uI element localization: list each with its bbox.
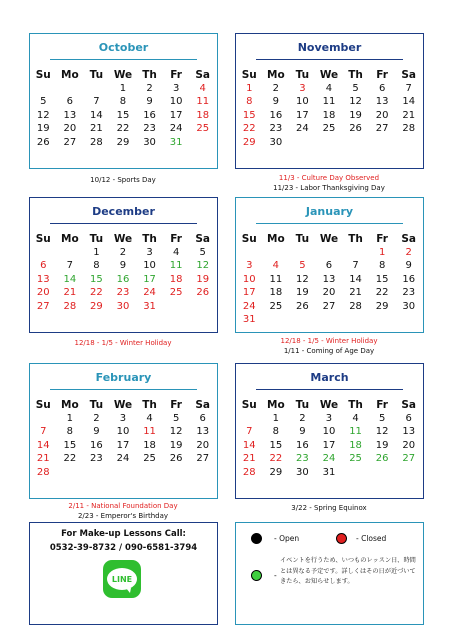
calendar-december: [29, 197, 218, 333]
legend-closed-label: - Closed: [356, 534, 387, 543]
day-cell: 16: [143, 109, 156, 121]
day-cell: 4: [172, 246, 180, 258]
day-cell: 18: [349, 439, 362, 451]
line-logo-text: LINE: [107, 568, 137, 590]
weekday-header: Sa: [195, 399, 211, 411]
day-cell: 15: [63, 439, 77, 451]
legend-open-label: - Open: [274, 534, 300, 543]
weekday-header: Mo: [267, 69, 285, 81]
day-cell: 16: [269, 109, 283, 121]
note-line: 10/12 - Sports Day: [90, 176, 156, 184]
note-line: 1/11 - Coming of Age Day: [283, 347, 375, 355]
day-cell: 27: [322, 300, 336, 312]
day-cell: 20: [375, 109, 389, 121]
day-grid: [236, 398, 422, 479]
day-cell: 3: [172, 82, 180, 94]
note-line: 3/22 - Spring Equinox: [291, 504, 367, 512]
day-cell: 21: [242, 453, 256, 464]
day-cell: 17: [322, 439, 336, 451]
day-cell: 12: [375, 426, 389, 437]
day-cell: 28: [242, 466, 256, 478]
month-title: October: [98, 41, 149, 54]
title-rule: [50, 223, 197, 224]
day-cell: 26: [196, 287, 210, 298]
day-cell: 5: [172, 412, 180, 424]
day-cell: 24: [116, 453, 130, 464]
day-cell: 6: [40, 260, 47, 271]
weekday-header: Sa: [195, 69, 211, 81]
weekday-header: Th: [142, 399, 157, 411]
month-title: March: [310, 371, 349, 384]
makeup-lessons-box: [29, 522, 218, 625]
day-cell: 2: [146, 82, 153, 94]
day-cell: 1: [272, 412, 280, 424]
day-cell: 28: [90, 136, 103, 148]
weekday-header: Mo: [61, 399, 79, 411]
weekday-header: Tu: [295, 233, 310, 245]
event-dot-icon: [251, 570, 262, 581]
day-cell: 30: [143, 136, 156, 148]
day-cell: 25: [269, 300, 283, 312]
day-cell: 21: [90, 123, 103, 134]
empty-cell: [316, 246, 343, 260]
weekday-header: Th: [348, 233, 363, 245]
day-cell: 15: [242, 109, 256, 121]
day-grid: [236, 68, 422, 149]
day-cell: 1: [246, 82, 253, 94]
weekday-header: Fr: [376, 69, 388, 81]
day-cell: 28: [402, 123, 416, 134]
day-cell: 10: [322, 426, 336, 437]
day-cell: 15: [375, 273, 389, 285]
empty-cell: [236, 412, 263, 426]
day-cell: 9: [119, 260, 127, 271]
weekday-header: Fr: [170, 233, 182, 245]
day-cell: 6: [325, 260, 333, 271]
day-cell: 18: [322, 109, 336, 121]
day-cell: 29: [375, 300, 389, 312]
day-cell: 26: [375, 453, 389, 464]
weekday-header: Fr: [376, 399, 388, 411]
day-cell: 23: [296, 453, 309, 464]
day-cell: 14: [63, 273, 77, 285]
weekday-header: Mo: [267, 233, 285, 245]
day-cell: 22: [269, 453, 283, 464]
day-cell: 19: [375, 439, 389, 451]
title-rule: [50, 59, 197, 60]
weekday-header: Th: [348, 399, 363, 411]
calendar-february: [29, 363, 218, 499]
day-cell: 26: [349, 123, 362, 134]
day-cell: 10: [242, 273, 256, 285]
empty-cell: [236, 246, 263, 260]
day-cell: 4: [352, 412, 359, 424]
day-cell: 16: [296, 439, 309, 451]
calendar-november: [235, 33, 424, 169]
weekday-header: Sa: [401, 399, 417, 411]
day-cell: 11: [143, 426, 156, 437]
weekday-header: We: [113, 69, 133, 81]
note-line: 12/18 - 1/5 - Winter Holiday: [74, 339, 172, 347]
weekday-header: Mo: [61, 69, 79, 81]
weekday-header: We: [113, 399, 133, 411]
day-cell: 24: [169, 123, 183, 134]
day-cell: 28: [63, 300, 77, 312]
day-cell: 2: [93, 412, 100, 424]
lessons-phones: 0532-39-8732 / 090-6581-3794: [49, 543, 198, 553]
weekday-header: Su: [35, 399, 51, 411]
day-cell: 16: [116, 273, 130, 285]
empty-cell: [30, 412, 57, 426]
weekday-header: Sa: [401, 69, 417, 81]
day-cell: 17: [296, 109, 309, 121]
weekday-header: Su: [35, 69, 51, 81]
weekday-header: Th: [142, 233, 157, 245]
day-cell: 22: [242, 123, 256, 134]
day-cell: 10: [169, 96, 183, 107]
weekday-header: Mo: [267, 399, 285, 411]
empty-cell: [30, 82, 57, 96]
day-cell: 23: [90, 453, 103, 464]
legend-box: [235, 522, 424, 625]
day-cell: 19: [349, 109, 362, 121]
day-grid: [236, 232, 422, 327]
day-cell: 7: [246, 426, 253, 437]
day-cell: 19: [296, 287, 309, 298]
day-cell: 7: [66, 260, 74, 271]
day-cell: 29: [242, 136, 256, 148]
day-cell: 6: [66, 96, 74, 107]
day-cell: 11: [169, 260, 183, 271]
empty-cell: [263, 246, 290, 260]
day-cell: 20: [322, 287, 336, 298]
day-cell: 9: [146, 96, 153, 107]
day-cell: 13: [402, 426, 416, 437]
weekday-header: Fr: [170, 69, 182, 81]
weekday-header: We: [319, 399, 339, 411]
day-cell: 23: [402, 287, 416, 298]
day-cell: 12: [36, 109, 50, 121]
day-cell: 20: [63, 123, 77, 134]
empty-cell: [57, 246, 84, 260]
day-cell: 27: [196, 453, 210, 464]
day-cell: 6: [199, 412, 206, 424]
day-cell: 29: [116, 136, 130, 148]
day-cell: 11: [196, 96, 210, 107]
day-cell: 31: [322, 466, 336, 478]
day-cell: 26: [296, 300, 309, 312]
day-cell: 12: [296, 273, 309, 285]
day-cell: 6: [405, 412, 412, 424]
weekday-header: Tu: [89, 69, 104, 81]
day-cell: 16: [90, 439, 103, 451]
day-cell: 17: [169, 109, 183, 121]
day-cell: 15: [116, 109, 130, 121]
day-cell: 24: [296, 123, 309, 134]
day-cell: 19: [36, 123, 50, 134]
weekday-header: Tu: [89, 233, 104, 245]
day-cell: 30: [269, 136, 283, 148]
day-cell: 25: [143, 453, 156, 464]
day-cell: 15: [90, 273, 103, 285]
legend-event-dash: -: [274, 571, 277, 580]
day-cell: 13: [322, 273, 336, 285]
day-cell: 8: [246, 96, 253, 107]
day-cell: 13: [375, 96, 389, 107]
day-cell: 9: [93, 426, 100, 437]
day-cell: 12: [196, 260, 210, 271]
day-cell: 9: [299, 426, 306, 437]
day-cell: 29: [90, 300, 103, 312]
title-rule: [256, 59, 403, 60]
day-cell: 24: [322, 453, 336, 464]
day-cell: 1: [378, 246, 386, 258]
weekday-header: Th: [348, 69, 363, 81]
day-cell: 27: [36, 300, 50, 312]
empty-cell: [289, 246, 316, 260]
day-cell: 8: [119, 96, 127, 107]
day-cell: 30: [116, 300, 130, 312]
day-cell: 30: [402, 300, 416, 312]
day-cell: 14: [242, 439, 256, 451]
weekday-header: Mo: [61, 233, 79, 245]
day-cell: 14: [402, 96, 416, 107]
day-cell: 18: [169, 273, 183, 285]
day-cell: 25: [322, 123, 336, 134]
day-cell: 22: [90, 287, 103, 298]
day-cell: 2: [299, 412, 306, 424]
day-cell: 17: [143, 273, 156, 285]
weekday-header: Tu: [295, 399, 310, 411]
weekday-header: Su: [241, 69, 257, 81]
day-cell: 8: [66, 426, 74, 437]
month-title: December: [92, 205, 155, 218]
day-cell: 28: [36, 466, 50, 478]
day-cell: 31: [242, 314, 256, 325]
open-dot-icon: [251, 533, 262, 544]
day-cell: 19: [169, 439, 183, 451]
empty-cell: [83, 82, 110, 96]
day-cell: 25: [349, 453, 362, 464]
day-cell: 13: [196, 426, 210, 437]
weekday-header: We: [113, 233, 133, 245]
day-cell: 5: [199, 246, 206, 258]
day-cell: 5: [352, 82, 359, 94]
weekday-header: We: [319, 233, 339, 245]
weekday-header: Sa: [195, 233, 211, 245]
day-cell: 3: [119, 412, 127, 424]
day-cell: 25: [196, 123, 210, 134]
day-cell: 13: [36, 273, 50, 285]
day-cell: 27: [402, 453, 416, 464]
day-cell: 3: [325, 412, 333, 424]
day-cell: 9: [272, 96, 280, 107]
day-cell: 19: [196, 273, 210, 285]
day-cell: 1: [119, 82, 127, 94]
day-cell: 16: [402, 273, 416, 285]
calendar-january: [235, 197, 424, 333]
day-cell: 10: [296, 96, 309, 107]
day-cell: 31: [143, 300, 156, 312]
title-rule: [50, 389, 197, 390]
day-grid: [30, 232, 216, 313]
weekday-header: We: [319, 69, 339, 81]
day-cell: 7: [40, 426, 47, 437]
day-cell: 7: [93, 96, 100, 107]
day-cell: 15: [269, 439, 283, 451]
calendar-march: [235, 363, 424, 499]
calendar-october: [29, 33, 218, 169]
day-cell: 20: [36, 287, 50, 298]
day-grid: [30, 68, 216, 149]
day-cell: 28: [349, 300, 362, 312]
day-cell: 20: [402, 439, 416, 451]
note-line: 2/11 - National Foundation Day: [68, 502, 178, 510]
day-cell: 8: [93, 260, 100, 271]
day-cell: 21: [63, 287, 77, 298]
day-cell: 1: [66, 412, 74, 424]
day-cell: 21: [36, 453, 50, 464]
day-cell: 21: [349, 287, 362, 298]
day-cell: 18: [196, 109, 210, 121]
day-cell: 18: [269, 287, 283, 298]
day-cell: 3: [246, 260, 253, 271]
weekday-header: Tu: [89, 399, 104, 411]
day-cell: 27: [63, 136, 77, 148]
day-cell: 11: [322, 96, 336, 107]
day-cell: 4: [272, 260, 280, 271]
day-cell: 12: [169, 426, 183, 437]
day-cell: 5: [299, 260, 306, 271]
note-line: 11/23 - Labor Thanksgiving Day: [273, 184, 385, 192]
day-cell: 14: [90, 109, 103, 121]
month-title: January: [305, 205, 354, 218]
line-app-icon[interactable]: [103, 560, 141, 598]
day-cell: 3: [299, 82, 306, 94]
day-cell: 8: [378, 260, 386, 271]
day-cell: 8: [272, 426, 280, 437]
day-cell: 5: [40, 96, 47, 107]
day-cell: 4: [146, 412, 153, 424]
day-cell: 17: [242, 287, 256, 298]
day-cell: 5: [378, 412, 386, 424]
legend-event-text: イベントを行うため、いつものレッスン日、時間とは異なる予定です。詳しくはその日が近づいてきたら、お知らせします。: [280, 557, 416, 585]
day-cell: 4: [199, 82, 206, 94]
day-grid: [30, 398, 216, 479]
day-cell: 30: [296, 466, 309, 478]
day-cell: 26: [36, 136, 50, 148]
day-cell: 4: [325, 82, 333, 94]
title-rule: [256, 389, 403, 390]
weekday-header: Su: [241, 233, 257, 245]
day-cell: 1: [93, 246, 100, 258]
month-title: November: [297, 41, 362, 54]
day-cell: 24: [242, 300, 256, 312]
day-cell: 22: [63, 453, 77, 464]
empty-cell: [30, 246, 57, 260]
day-cell: 9: [405, 260, 412, 271]
weekday-header: Th: [142, 69, 157, 81]
month-title: February: [95, 371, 152, 384]
day-cell: 17: [116, 439, 130, 451]
empty-cell: [57, 82, 84, 96]
day-cell: 27: [375, 123, 389, 134]
day-cell: 3: [146, 246, 153, 258]
weekday-header: Fr: [170, 399, 182, 411]
day-cell: 22: [375, 287, 389, 298]
day-cell: 2: [272, 82, 280, 94]
day-cell: 26: [169, 453, 183, 464]
day-cell: 13: [63, 109, 77, 121]
day-cell: 24: [143, 287, 156, 298]
weekday-header: Su: [241, 399, 257, 411]
day-cell: 6: [378, 82, 386, 94]
day-cell: 25: [169, 287, 183, 298]
day-cell: 12: [349, 96, 362, 107]
note-line: 2/23 - Emperor's Birthday: [77, 512, 169, 520]
day-cell: 20: [196, 439, 210, 451]
lessons-title: For Make-up Lessons Call:: [61, 529, 186, 539]
day-cell: 2: [119, 246, 127, 258]
day-cell: 10: [143, 260, 156, 271]
day-cell: 11: [349, 426, 362, 437]
day-cell: 11: [269, 273, 283, 285]
day-cell: 23: [143, 123, 156, 134]
weekday-header: Fr: [376, 233, 388, 245]
day-cell: 23: [116, 287, 130, 298]
day-cell: 29: [269, 466, 283, 478]
day-cell: 18: [143, 439, 156, 451]
day-cell: 22: [116, 123, 130, 134]
day-cell: 14: [349, 273, 362, 285]
weekday-header: Tu: [295, 69, 310, 81]
closed-dot-icon: [336, 533, 347, 544]
day-cell: 7: [405, 82, 412, 94]
day-cell: 31: [169, 136, 183, 148]
weekday-header: Su: [35, 233, 51, 245]
empty-cell: [342, 246, 369, 260]
day-cell: 14: [36, 439, 50, 451]
note-line: 11/3 - Culture Day Observed: [278, 174, 380, 182]
day-cell: 23: [269, 123, 283, 134]
day-cell: 7: [352, 260, 359, 271]
weekday-header: Sa: [401, 233, 417, 245]
day-cell: 2: [405, 246, 412, 258]
day-cell: 10: [116, 426, 130, 437]
note-line: 12/18 - 1/5 - Winter Holiday: [280, 337, 378, 345]
day-cell: 21: [402, 109, 416, 121]
title-rule: [256, 223, 403, 224]
